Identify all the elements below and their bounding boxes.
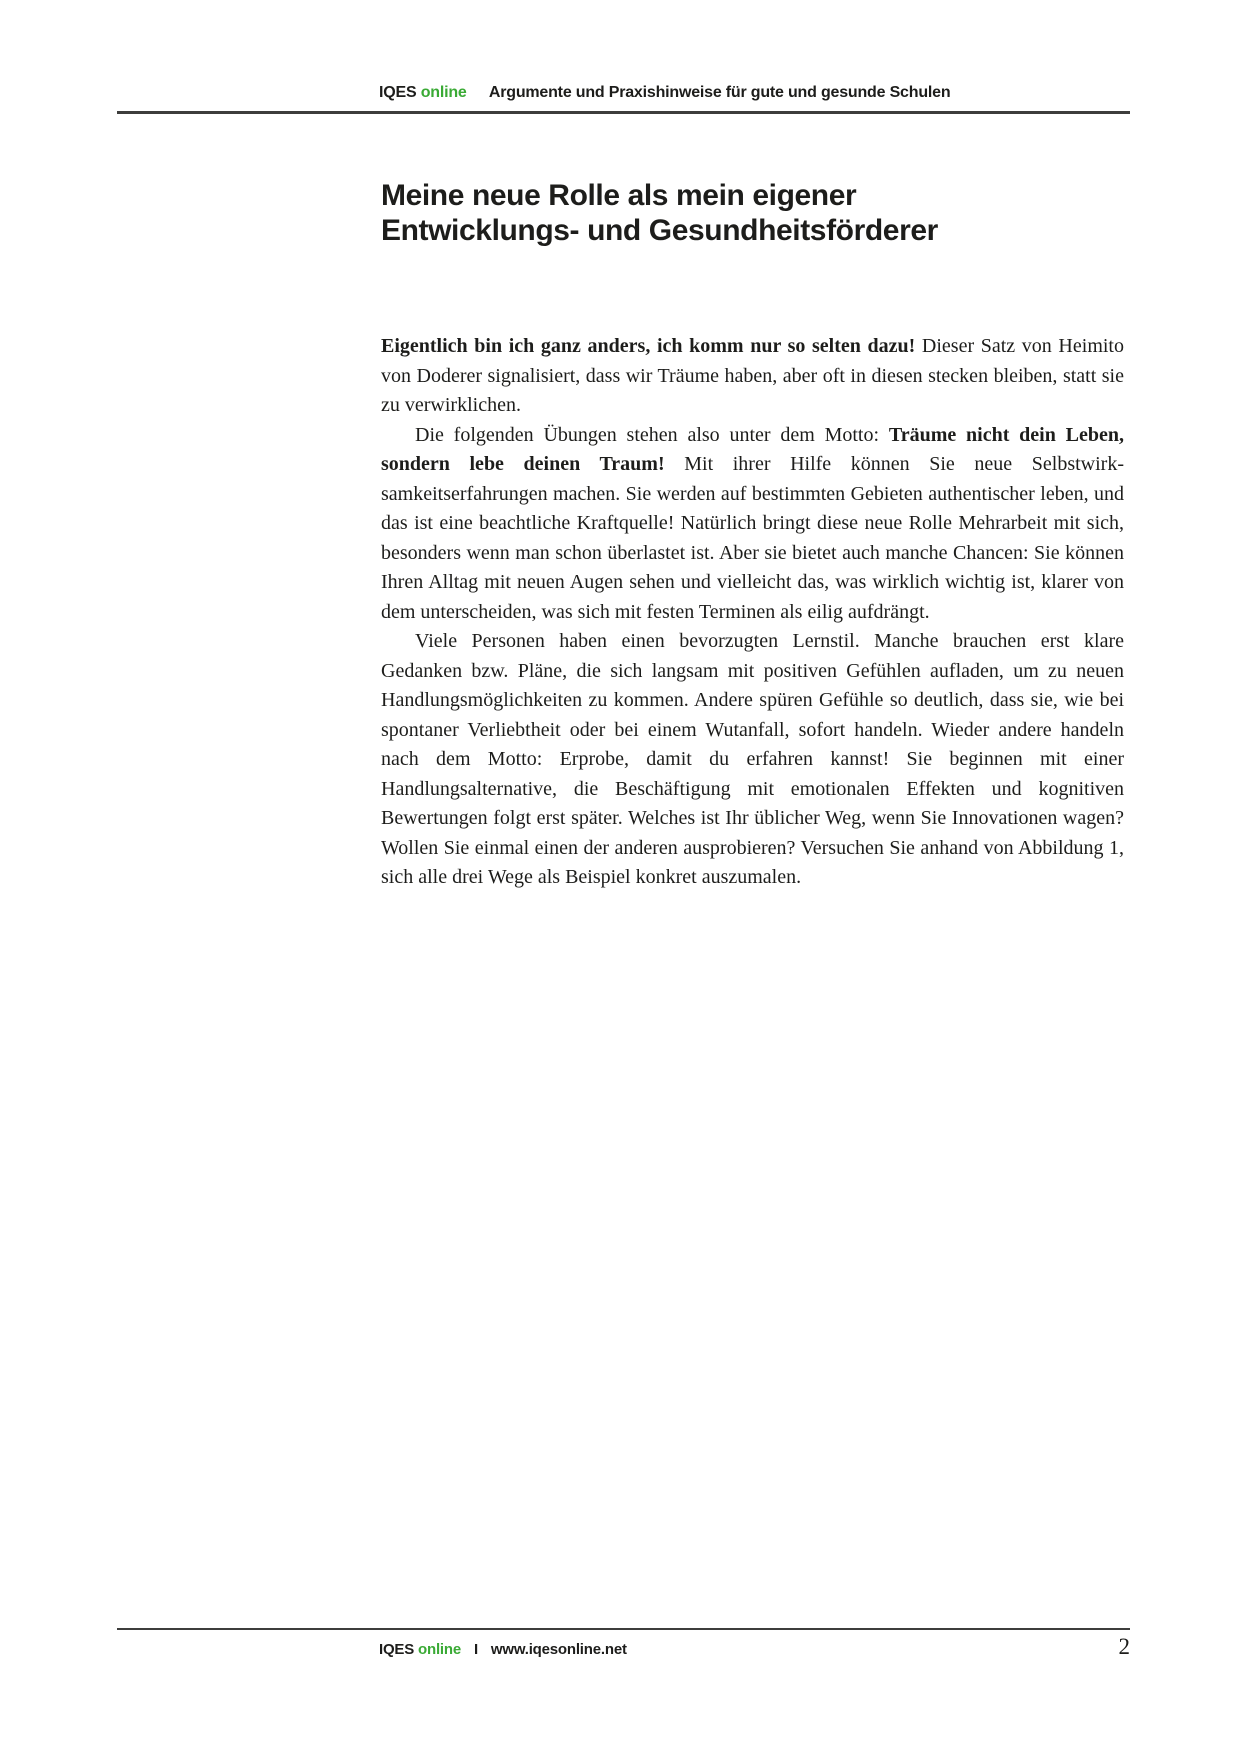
text-run: Die folgenden Übungen stehen also unter dem Motto: — [415, 423, 889, 446]
paragraph — [381, 421, 1124, 628]
brand-iqes: IQES — [379, 84, 417, 101]
footer-brand-online: online — [418, 1641, 461, 1658]
title-line-1: Meine neue Rolle als mein eigener — [381, 179, 857, 212]
title-line-2: Entwicklungs- und Gesundheitsförderer — [381, 214, 938, 247]
text-run: Viele Personen haben einen bevorzugten Lernstil. Manche brauchen erst klare Gedanken bzw. Pläne, die sich langsam mit positiven Gefühlen aufladen, um zu neuen Handlungsmöglichkeiten zu kommen. Andere spüren Gefühle so deutlich, dass sie, wie bei spontaner Verliebtheit oder bei einem Wutanfall, sofort handeln. Wieder andere handeln nach dem Motto: Erprobe, damit du erfahren kannst! Sie beginnen mit einer Handlungsalternative, die Beschäftigung mit emotionalen Effekten und kognitiven Bewertungen folgt erst später. Welches ist Ihr üblicher Weg, wenn Sie Innovationen wagen? Wollen Sie einmal einen der anderen ausprobieren? Versuchen Sie anhand von Abbildung 1, sich alle drei Wege als Beispiel konkret auszumalen. — [381, 630, 1124, 888]
footer-brand-iqes: IQES — [379, 1641, 415, 1658]
bold-text-run: Träume nicht dein Leben, sondern lebe deinen Traum! — [381, 423, 1124, 475]
paragraph — [381, 332, 1124, 421]
header-rule — [117, 111, 1130, 114]
bold-text-run: Eigentlich bin ich ganz anders, ich komm nur so selten dazu! — [381, 335, 916, 357]
page-title — [381, 178, 1131, 248]
article-body — [381, 332, 1124, 893]
page-footer — [379, 1641, 627, 1658]
footer-rule — [117, 1628, 1130, 1630]
footer-url: www.iqesonline.net — [490, 1641, 627, 1658]
text-run: Dieser Satz von Heimito von Doderer signalisiert, dass wir Träume haben, aber oft in diesen stecken bleiben, statt sie zu verwirklichen. — [381, 335, 1124, 416]
body-paragraphs — [381, 332, 1124, 893]
header-tagline: Argumente und Praxishinweise für gute und gesunde Schulen — [488, 84, 951, 101]
page-number: 2 — [1118, 1634, 1130, 1659]
text-run: Mit ihrer Hilfe können Sie neue Selbstwirksamkeitserfahrungen machen. Sie werden auf bestimmten Gebieten authentischer leben, und das ist eine beachtliche Kraftquelle! Natürlich bringt diese neue Rolle Mehrarbeit mit sich, besonders wenn man schon überlastet ist. Aber sie bietet auch manche Chancen: Sie können Ihren Alltag mit neuen Augen sehen und vielleicht das, was wirklich wichtig ist, klarer von dem unterscheiden, was sich mit festen Terminen als eilig aufdrängt. — [381, 453, 1124, 623]
footer-separator: I — [473, 1641, 478, 1658]
paragraph — [381, 627, 1124, 893]
brand-online: online — [420, 84, 467, 101]
page-header — [379, 84, 950, 102]
